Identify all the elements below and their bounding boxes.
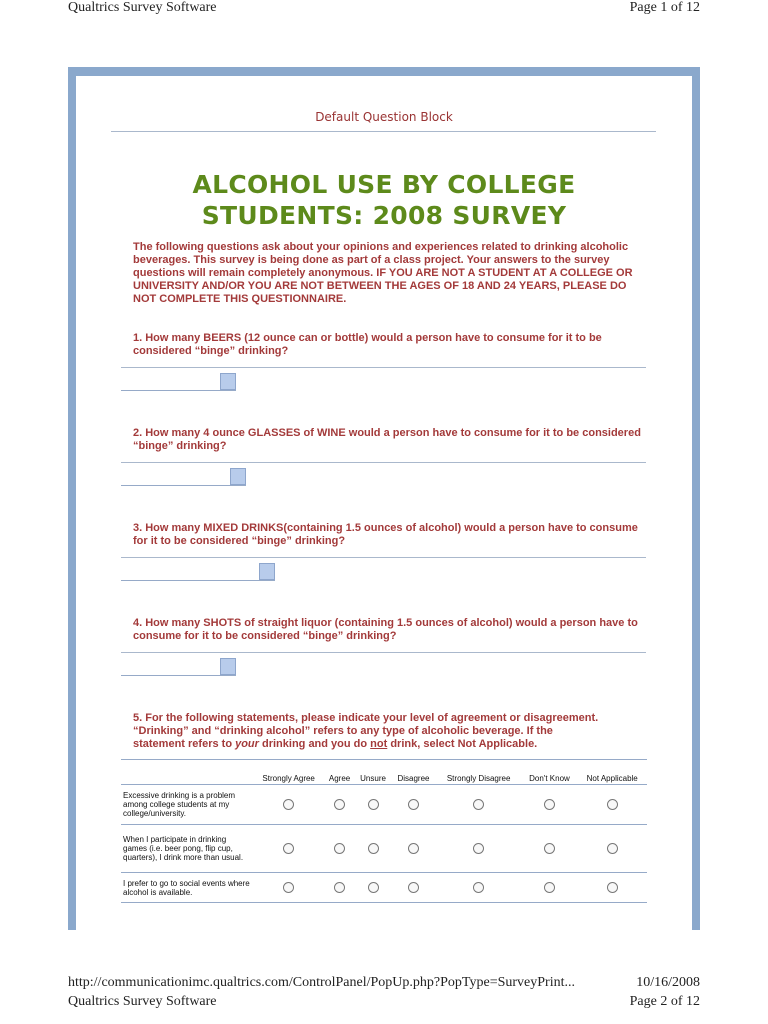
- radio-button[interactable]: [334, 799, 345, 810]
- survey-intro: The following questions ask about your opinions and experiences related to drinking alcoholic beverages. This survey is being done as part of a class project. Your answers to the survey questions will remain completely anonymous. IF YOU ARE NOT A STUDENT AT A COLLEGE OR UNIVERSITY AND/OR YOU ARE NOT BETWEEN THE AGES OF 18 AND 24 YEARS, PLEASE DO NOT COMPLETE THIS QUESTIONNAIRE.: [133, 241, 633, 305]
- matrix-header-disagree: Disagree: [391, 760, 436, 785]
- print-header: [68, 0, 700, 20]
- question-5-underline: not: [370, 738, 388, 750]
- matrix-cell: [436, 825, 522, 873]
- matrix-header-unsure: Unsure: [355, 760, 391, 785]
- matrix-header-row: [121, 760, 647, 785]
- matrix-cell: [324, 825, 355, 873]
- question-1-input[interactable]: [121, 373, 236, 391]
- footer-date: 10/16/2008: [636, 975, 700, 990]
- radio-button[interactable]: [334, 882, 345, 893]
- question-5-text: [133, 712, 653, 751]
- radio-button[interactable]: [408, 843, 419, 854]
- matrix-cell: [577, 785, 647, 825]
- radio-button[interactable]: [473, 882, 484, 893]
- question-5-line-3: [133, 738, 653, 751]
- matrix-header-agree: Agree: [324, 760, 355, 785]
- question-2-input[interactable]: [121, 468, 246, 486]
- matrix-cell: [522, 785, 578, 825]
- footer-app-name: Qualtrics Survey Software: [68, 994, 217, 1009]
- header-page-number: Page 1 of 12: [629, 0, 700, 15]
- matrix-row-statement: I prefer to go to social events where alcohol is available.: [121, 873, 253, 903]
- survey-title-line-2: STUDENTS: 2008 SURVEY: [201, 201, 567, 230]
- radio-button[interactable]: [283, 843, 294, 854]
- matrix-header-strongly-agree: Strongly Agree: [253, 760, 324, 785]
- matrix-cell: [253, 873, 324, 903]
- matrix-cell: [324, 873, 355, 903]
- survey-title-line-1: ALCOHOL USE BY COLLEGE: [192, 170, 576, 199]
- header-app-name: Qualtrics Survey Software: [68, 0, 217, 15]
- matrix-row-statement: When I participate in drinking games (i.e. beer pong, flip cup, quarters), I drink more than usual.: [121, 825, 253, 873]
- question-5-matrix: [121, 759, 647, 903]
- survey-content: [76, 76, 692, 936]
- footer-url: http://communicationimc.qualtrics.com/ControlPanel/PopUp.php?PopType=SurveyPrint...: [68, 975, 575, 990]
- question-5-line-3a: statement refers to: [133, 738, 236, 750]
- question-4-input[interactable]: [121, 658, 236, 676]
- matrix-cell: [355, 825, 391, 873]
- matrix-cell: [522, 873, 578, 903]
- matrix-header-strongly-disagree: Strongly Disagree: [436, 760, 522, 785]
- question-2-text: 2. How many 4 ounce GLASSES of WINE would a person have to consume for it to be considered “binge” drinking?: [133, 427, 641, 452]
- print-footer-page-line: [68, 994, 700, 1012]
- radio-button[interactable]: [368, 882, 379, 893]
- matrix-cell: [391, 873, 436, 903]
- question-4-text: 4. How many SHOTS of straight liquor (containing 1.5 ounces of alcohol) would a person have to consume for it to be considered “binge” drinking?: [133, 617, 638, 642]
- matrix-cell: [355, 785, 391, 825]
- question-3-input[interactable]: [121, 563, 275, 581]
- matrix-row-statement: Excessive drinking is a problem among college students at my college/university.: [121, 785, 253, 825]
- block-title: Default Question Block: [315, 110, 453, 124]
- print-footer-url-line: [68, 975, 700, 993]
- radio-button[interactable]: [408, 799, 419, 810]
- radio-button[interactable]: [368, 799, 379, 810]
- matrix-cell: [355, 873, 391, 903]
- matrix-cell: [253, 825, 324, 873]
- matrix-cell: [324, 785, 355, 825]
- radio-button[interactable]: [408, 882, 419, 893]
- question-5-line-3b: drinking and you do: [258, 738, 371, 750]
- survey-frame: [68, 67, 700, 930]
- matrix-header-blank: [121, 760, 253, 785]
- radio-button[interactable]: [283, 799, 294, 810]
- question-3-divider: [121, 557, 646, 558]
- question-4-divider: [121, 652, 646, 653]
- radio-button[interactable]: [473, 843, 484, 854]
- matrix-row: [121, 825, 647, 873]
- question-5-line-2: “Drinking” and “drinking alcohol” refers to any type of alcoholic beverage. If the: [133, 725, 553, 737]
- matrix-cell: [436, 873, 522, 903]
- question-1-text: 1. How many BEERS (12 ounce can or bottle) would a person have to consume for it to be considered “binge” drinking?: [133, 332, 602, 357]
- matrix-cell: [522, 825, 578, 873]
- question-2-divider: [121, 462, 646, 463]
- radio-button[interactable]: [607, 843, 618, 854]
- radio-button[interactable]: [334, 843, 345, 854]
- matrix-cell: [577, 825, 647, 873]
- radio-button[interactable]: [544, 799, 555, 810]
- footer-page-number: Page 2 of 12: [629, 994, 700, 1009]
- radio-button[interactable]: [283, 882, 294, 893]
- survey-title: [76, 169, 692, 231]
- matrix-cell: [253, 785, 324, 825]
- matrix-cell: [391, 785, 436, 825]
- matrix-cell: [391, 825, 436, 873]
- matrix-header-dont-know: Don't Know: [522, 760, 578, 785]
- matrix-row: [121, 873, 647, 903]
- block-title-divider: [111, 131, 656, 132]
- radio-button[interactable]: [473, 799, 484, 810]
- radio-button[interactable]: [544, 843, 555, 854]
- question-5-emphasis: your: [235, 738, 259, 750]
- question-1-input-button[interactable]: [220, 373, 236, 390]
- matrix-cell: [577, 873, 647, 903]
- radio-button[interactable]: [607, 882, 618, 893]
- matrix-header-not-applicable: Not Applicable: [577, 760, 647, 785]
- question-5-line-3c: drink, select Not Applicable.: [387, 738, 538, 750]
- question-2-input-button[interactable]: [230, 468, 246, 485]
- question-4-input-button[interactable]: [220, 658, 236, 675]
- question-3-text: 3. How many MIXED DRINKS(containing 1.5 ounces of alcohol) would a person have to consume for it to be considered “binge” drinking?: [133, 522, 638, 547]
- question-3-input-button[interactable]: [259, 563, 275, 580]
- radio-button[interactable]: [544, 882, 555, 893]
- question-5-line-1: 5. For the following statements, please indicate your level of agreement or disagreement.: [133, 712, 599, 724]
- radio-button[interactable]: [368, 843, 379, 854]
- radio-button[interactable]: [607, 799, 618, 810]
- matrix-row: [121, 785, 647, 825]
- matrix-cell: [436, 785, 522, 825]
- question-1-divider: [121, 367, 646, 368]
